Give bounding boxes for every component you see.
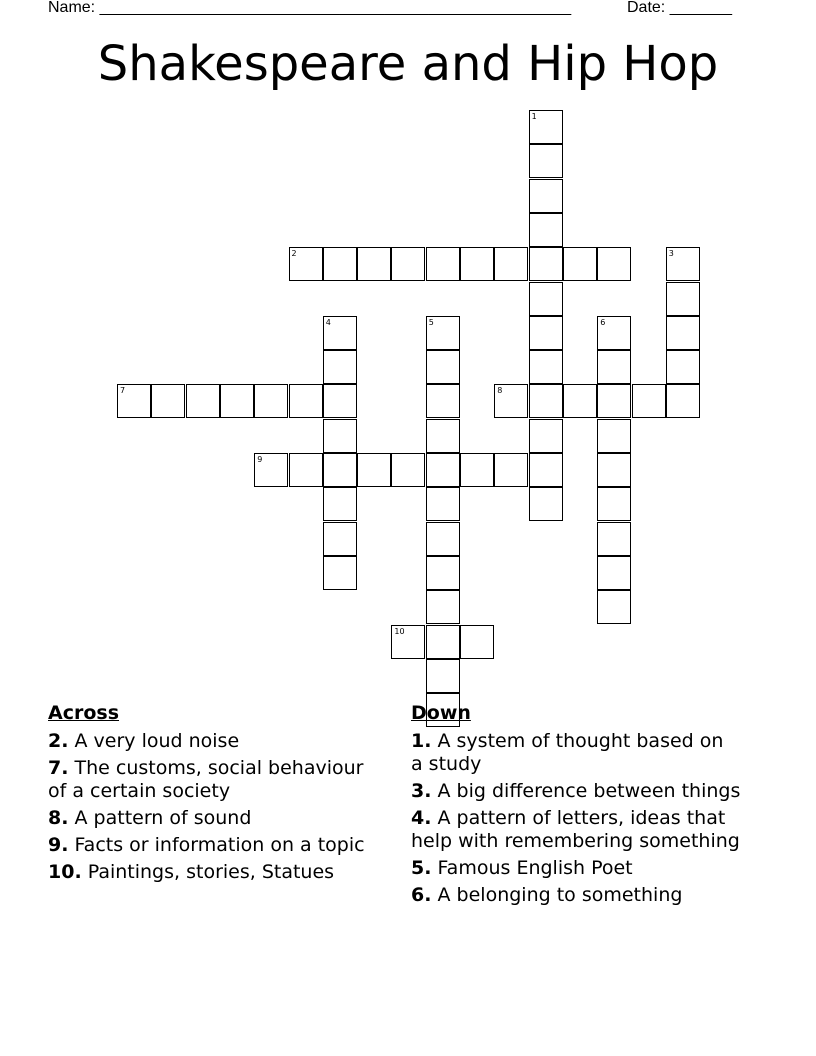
grid-cell[interactable]: [391, 625, 425, 659]
clue-number: 2.: [48, 730, 69, 752]
grid-cell[interactable]: [494, 453, 528, 487]
grid-cell[interactable]: [597, 350, 631, 384]
clue-text: A pattern of letters, ideas that help with remembering something: [411, 807, 740, 852]
clue-down-1: [411, 730, 741, 776]
grid-cell[interactable]: [323, 419, 357, 453]
grid-cell[interactable]: [529, 213, 563, 247]
grid-cell[interactable]: [289, 247, 323, 281]
clue-text: Facts or information on a topic: [74, 834, 365, 856]
grid-cell[interactable]: [529, 179, 563, 213]
clue-number: 5.: [411, 857, 432, 879]
grid-cell[interactable]: [597, 487, 631, 521]
grid-cell[interactable]: [426, 247, 460, 281]
grid-cell[interactable]: [426, 316, 460, 350]
grid-cell[interactable]: [426, 453, 460, 487]
clue-number: 4.: [411, 807, 432, 829]
clue-text: Famous English Poet: [437, 857, 633, 879]
grid-cell[interactable]: [666, 316, 700, 350]
clue-number: 6.: [411, 884, 432, 906]
grid-cell[interactable]: [529, 350, 563, 384]
grid-cell[interactable]: [323, 384, 357, 418]
clue-across-2: [48, 730, 378, 753]
clue-text: Paintings, stories, Statues: [87, 861, 335, 883]
clue-text: A system of thought based on a study: [411, 730, 724, 775]
grid-cell[interactable]: [529, 110, 563, 144]
across-clues: [48, 702, 378, 888]
cell-number: 3: [668, 249, 674, 259]
grid-cell[interactable]: [426, 487, 460, 521]
grid-cell[interactable]: [254, 453, 288, 487]
clue-down-3: [411, 780, 741, 803]
clue-number: 10.: [48, 861, 82, 883]
grid-cell[interactable]: [597, 590, 631, 624]
grid-cell[interactable]: [391, 453, 425, 487]
clue-text: A belonging to something: [437, 884, 683, 906]
cell-number: 6: [600, 317, 606, 327]
grid-cell[interactable]: [323, 350, 357, 384]
clue-across-10: [48, 861, 378, 884]
page-title: Shakespeare and Hip Hop: [97, 36, 719, 92]
cell-number: 4: [325, 317, 331, 327]
grid-cell[interactable]: [254, 384, 288, 418]
grid-cell[interactable]: [529, 384, 563, 418]
cell-number: 10: [394, 626, 405, 636]
grid-cell[interactable]: [426, 590, 460, 624]
down-clues: [411, 702, 741, 911]
grid-cell[interactable]: [597, 384, 631, 418]
grid-cell[interactable]: [494, 247, 528, 281]
grid-cell[interactable]: [529, 247, 563, 281]
grid-cell[interactable]: [666, 384, 700, 418]
cell-number: 7: [120, 386, 126, 396]
clue-number: 1.: [411, 730, 432, 752]
name-line: Name: _____________________________________________________: [48, 0, 572, 16]
grid-cell[interactable]: [426, 350, 460, 384]
grid-cell[interactable]: [220, 384, 254, 418]
across-heading: Across: [48, 702, 120, 724]
clue-down-4: [411, 807, 741, 853]
grid-cell[interactable]: [323, 453, 357, 487]
grid-cell[interactable]: [460, 453, 494, 487]
grid-cell[interactable]: [426, 625, 460, 659]
grid-cell[interactable]: [563, 247, 597, 281]
grid-cell[interactable]: [597, 556, 631, 590]
grid-cell[interactable]: [597, 453, 631, 487]
cell-number: 5: [428, 317, 434, 327]
grid-cell[interactable]: [666, 247, 700, 281]
grid-cell[interactable]: [426, 419, 460, 453]
grid-cell[interactable]: [529, 144, 563, 178]
clue-across-8: [48, 807, 378, 830]
cell-number: 9: [257, 455, 263, 464]
grid-cell[interactable]: [323, 522, 357, 556]
clue-text: The customs, social behaviour of a certain society: [48, 757, 364, 802]
clue-text: A big difference between things: [437, 780, 741, 802]
grid-cell[interactable]: [357, 453, 391, 487]
grid-cell[interactable]: [632, 384, 666, 418]
grid-cell[interactable]: [323, 487, 357, 521]
clue-text: A pattern of sound: [74, 807, 252, 829]
grid-cell[interactable]: [117, 384, 151, 418]
grid-cell[interactable]: [426, 659, 460, 693]
grid-cell[interactable]: [666, 282, 700, 316]
clue-number: 7.: [48, 757, 69, 779]
grid-cell[interactable]: [597, 316, 631, 350]
date-line: Date: _______: [627, 0, 732, 16]
grid-cell[interactable]: [186, 384, 220, 418]
grid-cell[interactable]: [426, 556, 460, 590]
clue-number: 9.: [48, 834, 69, 856]
cell-number: 8: [497, 386, 503, 396]
grid-cell[interactable]: [323, 247, 357, 281]
grid-cell[interactable]: [289, 384, 323, 418]
grid-cell[interactable]: [426, 384, 460, 418]
grid-cell[interactable]: [597, 522, 631, 556]
grid-cell[interactable]: [494, 384, 528, 418]
grid-cell[interactable]: [529, 282, 563, 316]
grid-cell[interactable]: [426, 522, 460, 556]
grid-cell[interactable]: [529, 487, 563, 521]
cell-number: 1: [531, 112, 537, 121]
grid-cell[interactable]: [563, 384, 597, 418]
grid-cell[interactable]: [529, 316, 563, 350]
clue-number: 3.: [411, 780, 432, 802]
grid-cell[interactable]: [323, 316, 357, 350]
grid-cell[interactable]: [391, 247, 425, 281]
clue-text: A very loud noise: [74, 730, 240, 752]
down-heading: Down: [411, 702, 471, 724]
clue-number: 8.: [48, 807, 69, 829]
grid-cell[interactable]: [460, 625, 494, 659]
clue-across-9: [48, 834, 378, 857]
grid-cell[interactable]: [597, 419, 631, 453]
cell-number: 2: [291, 249, 297, 259]
grid-cell[interactable]: [597, 247, 631, 281]
grid-cell[interactable]: [357, 247, 391, 281]
clue-down-5: [411, 857, 741, 880]
clue-across-7: [48, 757, 378, 803]
grid-cell[interactable]: [289, 453, 323, 487]
grid-cell[interactable]: [529, 419, 563, 453]
grid-cell[interactable]: [151, 384, 185, 418]
grid-cell[interactable]: [529, 453, 563, 487]
grid-cell[interactable]: [666, 350, 700, 384]
clue-down-6: [411, 884, 741, 907]
grid-cell[interactable]: [460, 247, 494, 281]
grid-cell[interactable]: [323, 556, 357, 590]
